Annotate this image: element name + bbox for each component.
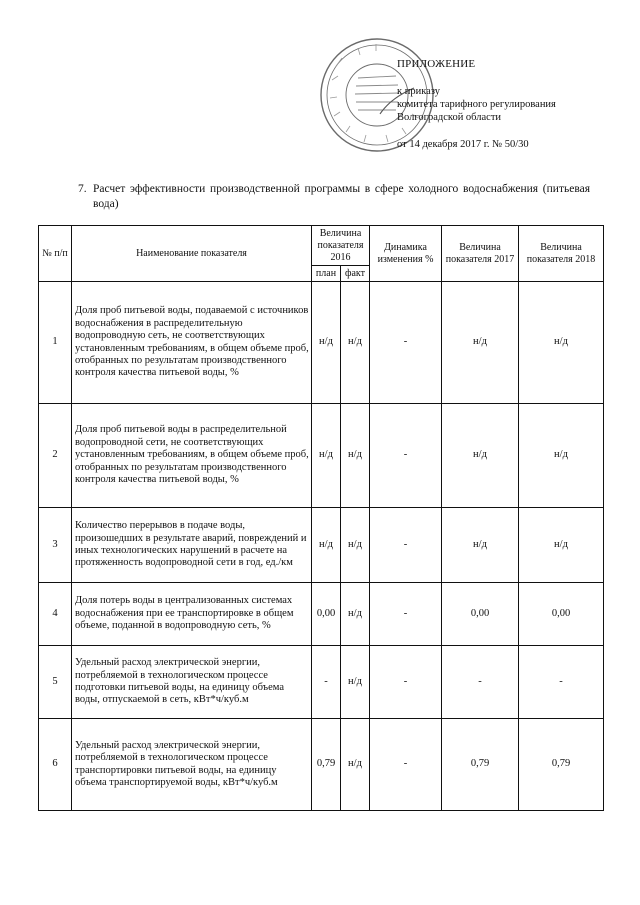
row-fact: н/д [341,719,370,811]
row-value-2017: н/д [442,508,519,583]
row-plan: 0,00 [312,583,341,646]
row-num: 2 [39,404,72,508]
table-row [39,404,604,508]
row-value-2017: 0,79 [442,719,519,811]
header-value-2017: Величина показателя 2017 [442,226,519,282]
row-plan: - [312,646,341,719]
row-value-2018: 0,79 [519,719,604,811]
row-plan: н/д [312,508,341,583]
section-number: 7. [78,183,87,195]
row-value-2018: 0,00 [519,583,604,646]
row-plan: 0,79 [312,719,341,811]
row-value-2017: - [442,646,519,719]
row-fact: н/д [341,404,370,508]
header-value-2016: Величина показателя 2016 [312,226,370,266]
section-heading [78,182,590,212]
header-value-2018: Величина показателя 2018 [519,226,604,282]
table-row [39,646,604,719]
row-value-2018: н/д [519,282,604,404]
header-fact: факт [341,266,370,282]
row-num: 1 [39,282,72,404]
row-value-2017: н/д [442,282,519,404]
row-dynamics: - [370,719,442,811]
row-value-2018: н/д [519,508,604,583]
row-dynamics: - [370,583,442,646]
appendix-block [397,58,627,151]
header-dynamics: Динамика изменения % [370,226,442,282]
row-value-2017: 0,00 [442,583,519,646]
row-name: Количество перерывов в подаче воды, произошедших в результате аварий, повреждений и иных технологических нарушений в расчете на протяженность водопроводной сети в год, ед./км [72,508,312,583]
row-name: Доля проб питьевой воды в распределительной водопроводной сети, не соответствующих установленным требованиям, в общем объеме проб, отобранных по результатам производственного контроля качества питьевой воды, % [72,404,312,508]
row-fact: н/д [341,282,370,404]
row-dynamics: - [370,646,442,719]
row-num: 4 [39,583,72,646]
row-dynamics: - [370,508,442,583]
table-row [39,583,604,646]
row-plan: н/д [312,404,341,508]
row-fact: н/д [341,583,370,646]
row-plan: н/д [312,282,341,404]
row-name: Удельный расход электрической энергии, потребляемой в технологическом процессе транспортировки питьевой воды, на единицу объема транспортируемой воды, кВт*ч/куб.м [72,719,312,811]
appendix-date: от 14 декабря 2017 г. № 50/30 [397,139,529,150]
row-fact: н/д [341,508,370,583]
appendix-line: Волгоградской области [397,112,502,123]
appendix-line: комитета тарифного регулирования [397,99,556,110]
row-value-2018: н/д [519,404,604,508]
row-name: Доля потерь воды в централизованных системах водоснабжения при ее транспортировке в общем объеме, поданной в водопроводную сеть, % [72,583,312,646]
header-num: № п/п [39,226,72,282]
row-name: Удельный расход электрической энергии, потребляемой в технологическом процессе подготовки питьевой воды, на единицу объема воды, отпускаемой в сеть, кВт*ч/куб.м [72,646,312,719]
table-row [39,508,604,583]
section-title: Расчет эффективности производственной программы в сфере холодного водоснабжения (питьевая вода) [93,183,590,210]
row-fact: н/д [341,646,370,719]
row-value-2017: н/д [442,404,519,508]
row-num: 5 [39,646,72,719]
row-num: 3 [39,508,72,583]
row-dynamics: - [370,282,442,404]
appendix-line: к приказу [397,86,440,97]
row-name: Доля проб питьевой воды, подаваемой с источников водоснабжения в распределительную водопроводную сеть, не соответствующих установленным требованиям, в общем объеме проб, отобранных по результатам производственного контроля качества питьевой воды, % [72,282,312,404]
header-name: Наименование показателя [72,226,312,282]
efficiency-table [38,225,604,811]
row-dynamics: - [370,404,442,508]
row-num: 6 [39,719,72,811]
header-plan: план [312,266,341,282]
table-row [39,719,604,811]
row-value-2018: - [519,646,604,719]
appendix-title: ПРИЛОЖЕНИЕ [397,58,476,70]
table-row [39,282,604,404]
